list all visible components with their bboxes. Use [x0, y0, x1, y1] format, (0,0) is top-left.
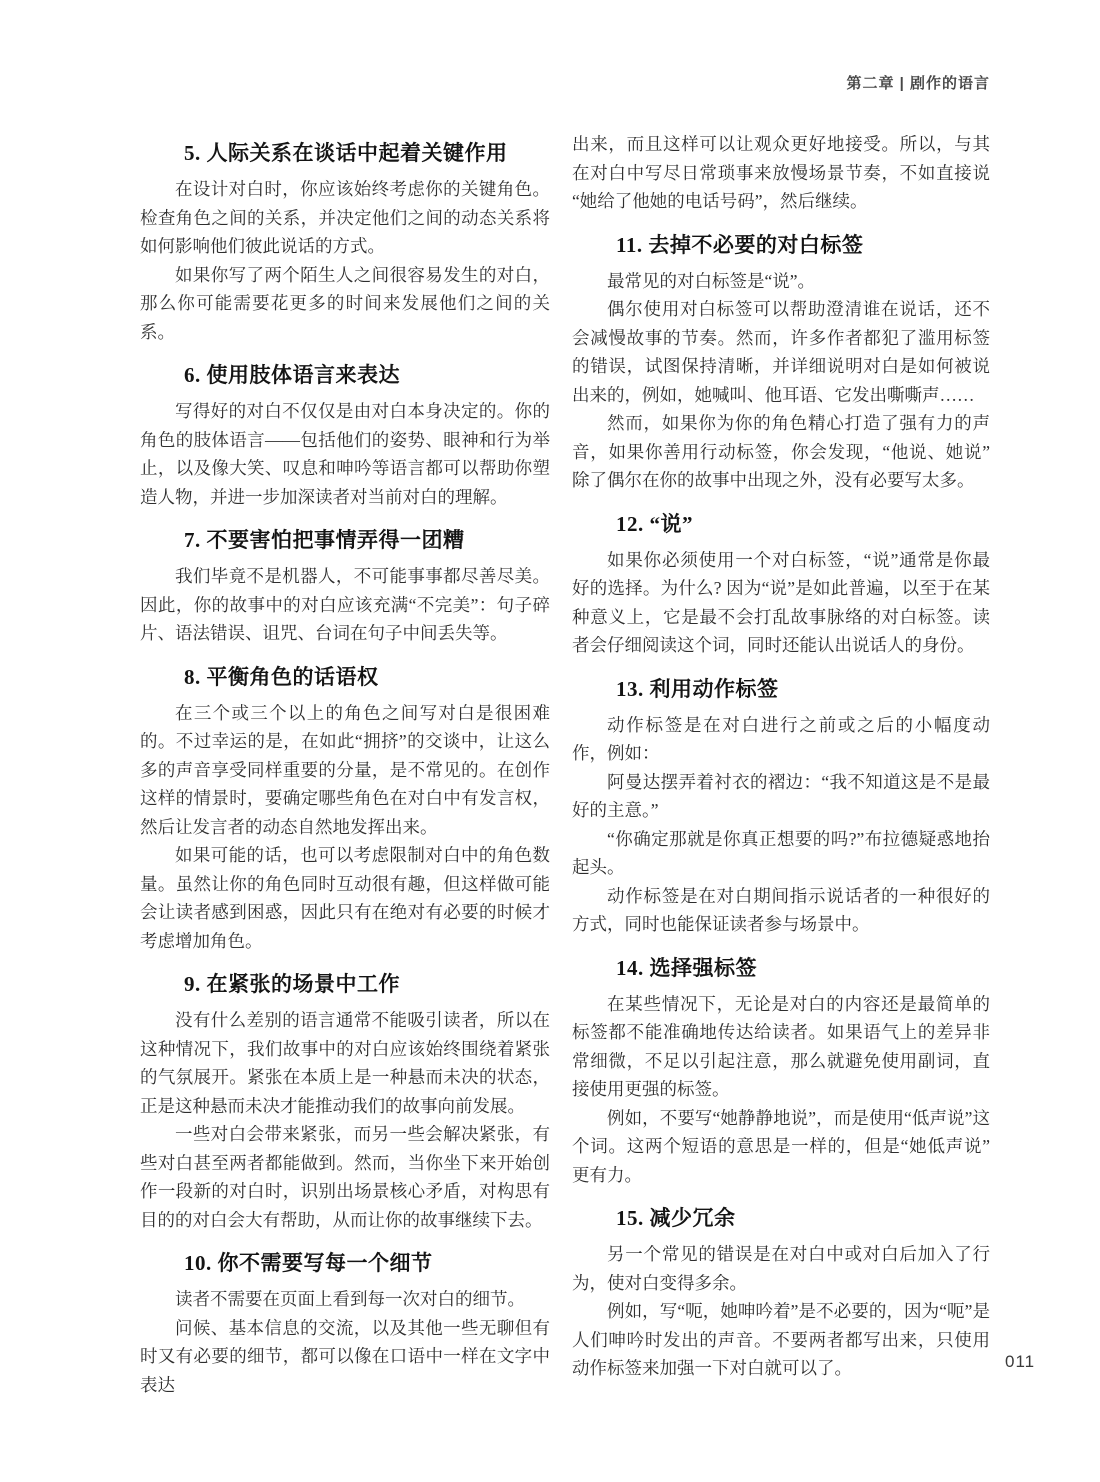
paragraph: 问候、基本信息的交流，以及其他一些无聊但有时又有必要的细节，都可以像在口语中一样在文字中表达 — [140, 1317, 550, 1395]
page-number: 011 — [1005, 1352, 1036, 1371]
paragraph: 动作标签是在对白期间指示说话者的一种很好的方式，同时也能保证读者参与场景中。 — [572, 885, 990, 934]
paragraph: 在设计对白时，你应该始终考虑你的关键角色。检查角色之间的关系，并决定他们之间的动态关系将如何影响他们彼此说话的方式。 — [140, 179, 550, 256]
paragraph: 另一个常见的错误是在对白中或对白后加入了行为，使对白变得多余。 — [572, 1244, 990, 1293]
section-6 — [140, 362, 550, 511]
section-13 — [572, 676, 990, 939]
section-7 — [140, 527, 550, 648]
section-10 — [140, 1250, 550, 1399]
paragraph: 在某些情况下，无论是对白的内容还是最简单的标签都不能准确地传达给读者。如果语气上的差异非常细微，不足以引起注意，那么就避免使用副词，直接使用更强的标签。 — [572, 993, 990, 1099]
section-5 — [140, 140, 550, 346]
paragraph: 如果可能的话，也可以考虑限制对白中的角色数量。虽然让你的角色同时互动很有趣，但这样做可能会让读者感到困惑，因此只有在绝对有必要的时候才考虑增加角色。 — [140, 845, 550, 951]
paragraph: 在三个或三个以上的角色之间写对白是很困难的。不过幸运的是，在如此“拥挤”的交谈中，让这么多的声音享受同样重要的分量，是不常见的。在创作这样的情景时，要确定哪些角色在对白中有发言权，然后让发言者的动态自然地发挥出来。 — [140, 702, 550, 837]
paragraph: 如果你必须使用一个对白标签，“说”通常是你最好的选择。为什么? 因为“说”是如此普遍，以至于在某种意义上，它是最不会打乱故事脉络的对白标签。读者会仔细阅读这个词，同时还能认出说话人的身份。 — [572, 549, 990, 655]
section-heading: 13. 利用动作标签 — [616, 676, 779, 701]
section-heading: 9. 在紧张的场景中工作 — [184, 972, 400, 996]
section-heading: 15. 减少冗余 — [616, 1206, 736, 1230]
left-column — [140, 130, 550, 1399]
paragraph: 然而，如果你为你的角色精心打造了强有力的声音，如果你善用行动标签，你会发现，“他说、她说”除了偶尔在你的故事中出现之外，没有必要写太多。 — [572, 413, 990, 490]
section-12 — [572, 511, 990, 660]
section-heading: 6. 使用肢体语言来表达 — [184, 363, 400, 387]
paragraph: 读者不需要在页面上看到每一次对白的细节。 — [175, 1289, 525, 1309]
paragraph: 动作标签是在对白进行之前或之后的小幅度动作，例如： — [572, 714, 990, 763]
section-8 — [140, 664, 550, 956]
paragraph: “你确定那就是你真正想要的吗?”布拉德疑惑地抬起头。 — [572, 828, 990, 877]
section-heading: 7. 不要害怕把事情弄得一团糟 — [184, 528, 465, 552]
paragraph: 最常见的对白标签是“说”。 — [607, 270, 816, 291]
paragraph: 没有什么差别的语言通常不能吸引读者，所以在这种情况下，我们故事中的对白应该始终围绕着紧张的气氛展开。紧张在本质上是一种悬而未决的状态，正是这种悬而未决才能推动我们的故事向前发展。 — [140, 1010, 550, 1116]
paragraph: 写得好的对白不仅仅是由对白本身决定的。你的角色的肢体语言——包括他们的姿势、眼神和行为举止，以及像大笑、叹息和呻吟等语言都可以帮助你塑造人物，并进一步加深读者对当前对白的理解。 — [140, 401, 550, 507]
running-header: 第二章 | 剧作的语言 — [846, 75, 990, 92]
section-heading: 8. 平衡角色的话语权 — [184, 664, 379, 689]
section-heading: 11. 去掉不必要的对白标签 — [616, 232, 864, 257]
paragraph: 阿曼达摆弄着衬衣的褶边：“我不知道这是不是最好的主意。” — [572, 771, 990, 820]
section-11 — [572, 232, 990, 495]
section-9 — [140, 971, 550, 1234]
section-heading: 12. “说” — [616, 511, 693, 536]
paragraph: 我们毕竟不是机器人，不可能事事都尽善尽美。因此，你的故事中的对白应该充满“不完美”：句子碎片、语法错误、诅咒、台词在句子中间丢失等。 — [140, 566, 550, 643]
paragraph: 偶尔使用对白标签可以帮助澄清谁在说话，还不会减慢故事的节奏。然而，许多作者都犯了滥用标签的错误，试图保持清晰，并详细说明对白是如何被说出来的，例如，她喊叫、他耳语、它发出嘶嘶声…… — [572, 299, 990, 405]
section-15 — [572, 1205, 990, 1383]
continuation-paragraph: 出来，而且这样可以让观众更好地接受。所以，与其在对白中写尽日常琐事来放慢场景节奏，不如直接说“她给了他她的电话号码”，然后继续。 — [572, 134, 990, 211]
section-heading: 14. 选择强标签 — [616, 955, 757, 980]
section-heading: 10. 你不需要写每一个细节 — [184, 1251, 433, 1275]
paragraph: 例如，写“呃，她呻吟着”是不必要的，因为“呃”是人们呻吟时发出的声音。不要两者都写出来，只使用动作标签来加强一下对白就可以了。 — [572, 1301, 990, 1378]
paragraph: 如果你写了两个陌生人之间很容易发生的对白，那么你可能需要花更多的时间来发展他们之间的关系。 — [140, 264, 550, 342]
section-14 — [572, 955, 990, 1190]
section-heading: 5. 人际关系在谈话中起着关键作用 — [184, 141, 508, 165]
paragraph: 例如，不要写“她静静地说”，而是使用“低声说”这个词。这两个短语的意思是一样的，但是“她低声说”更有力。 — [572, 1107, 990, 1185]
paragraph: 一些对白会带来紧张，而另一些会解决紧张，有些对白甚至两者都能做到。然而，当你坐下来开始创作一段新的对白时，识别出场景核心矛盾，对构思有目的的对白会大有帮助，从而让你的故事继续下去。 — [140, 1124, 550, 1230]
right-column — [572, 130, 990, 1383]
